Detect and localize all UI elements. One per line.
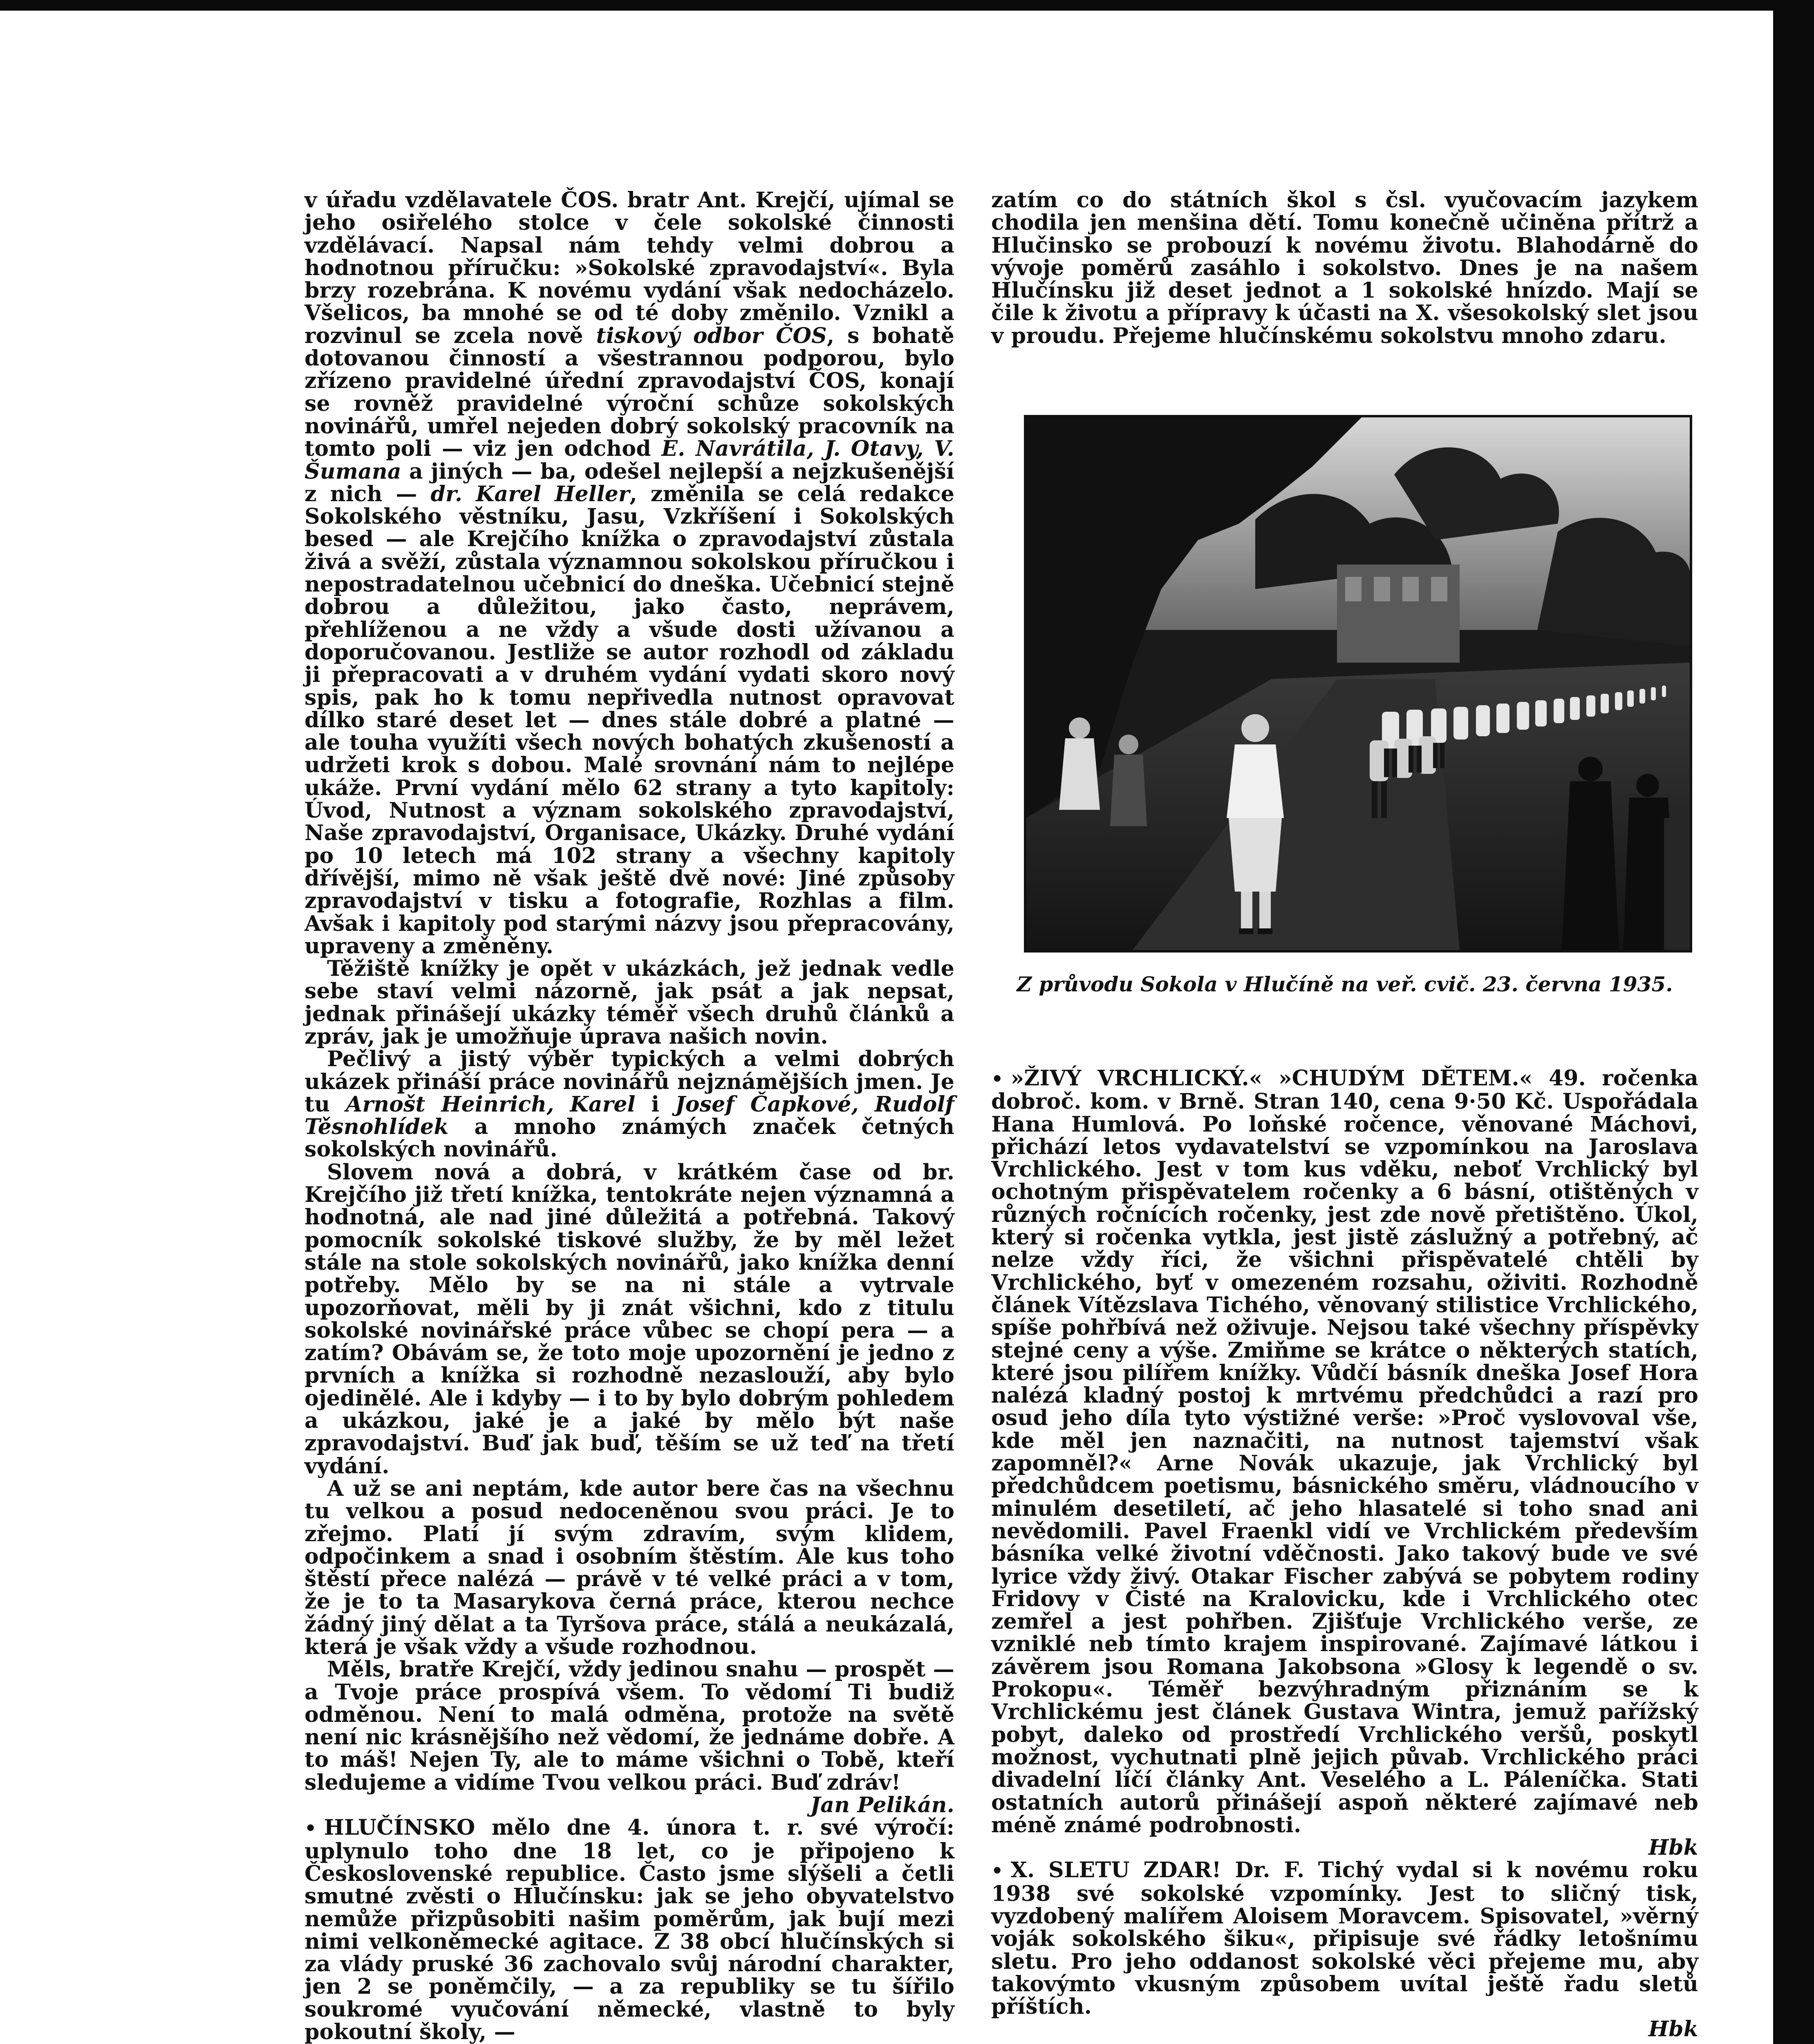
right-paragraph-1: zatím co do státních škol s čsl. vyučovacím jazykem chodila jen menšina dětí. Tomu konečně učiněna přítrž a Hlučinsko se probouzí k novému životu. Blahodárně do vývoje poměrů zasáhlo i sokolstvo. Dnes je na našem Hlučínsku již deset jednot a 1 sokolské hnízdo. Mají se čile k životu a přípravy k účasti na X. všesokolský slet jsou v proudu. Přejeme hlučínskému sokolstvu mnoho zdaru.	[991, 188, 1698, 348]
zivy-vrchlicky-article: • »ŽIVÝ VRCHLICKÝ.« »CHUDÝM DĚTEM.« 49. ročenka dobroč. kom. v Brně. Stran 140, cena 9·50 Kč. Uspořádala Hana Humlová. Po loňské ročence, věnované Máchovi, přichází letos vydavatelství se vzpomínkou na Jaroslava Vrchlického. Jest v tom kus vděku, neboť Vrchlický byl ochotným přispěvatelem ročenky a 6 básní, otištěných v různých ročnících ročenky, jest zde nově přetištěno. Úkol, který si ročenka vytkla, jest jistě záslužný a potřebný, ač nelze vždy říci, že všichni přispěvatelé chtěli by Vrchlického, byť v omezeném rozsahu, oživiti. Rozhodně článek Vítězslava Tichého, věnovaný stilistice Vrchlického, spíše pohřbívá než oživuje. Nejsou také všechny příspěvky stejné ceny a výše. Zmiňme se krátce o některých statích, které jsou pilířem knížky. Vůdčí básník dneška Josef Hora nalézá kladný postoj k mrtvému předchůdci a razí pro osud jeho díla tyto výstižné verše: »Proč vyslovoval vše, kde měl jen naznačiti, na nutnost tajemství však zapomněl?« Arne Novák ukazuje, jak Vrchlický byl předchůdcem poetismu, básnického směru, vládnoucího v minulém desetiletí, ač jeho hlasatelé si toho snad ani nevědomili. Pavel Fraenkl vidí ve Vrchlickém především básníka velké životní vděčnosti. Jako takový bude ve své lyrice vždy živý. Otakar Fischer zabývá se pobytem rodiny Fridovy v Čisté na Kralovicku, kde i Vrchlického otec zemřel a jest pohřben. Zjišťuje Vrchlického verše, ze vzniklé neb tímto krajem inspirované. Zajímavé látkou i závěrem jsou Romana Jakobsona »Glosy k legendě o sv. Prokopu«. Téměř bezvýhradným přiznáním se k Vrchlickému jest článek Gustava Wintra, jemuž pařížský pobyt, daleko od prostředí Vrchlického veršů, poskytl možnost, vychutnati plně jejich půvab. Vrchlického práci divadelní líčí články Ant. Veselého a L. Páleníčka. Stati ostatních autorů přinášejí aspoň některé zajímavé neb méně známé podrobnosti.	[991, 1066, 1698, 1838]
left-paragraph-1: v úřadu vzdělavatele ČOS. bratr Ant. Krejčí, ujímal se jeho osiřelého stolce v čele sokolské činnosti vzdělávací. Napsal nám tehdy velmi dobrou a hodnotnou příručku: »Sokolské zpravodajství«. Byla brzy rozebrána. K novému vydání však nedocházelo. Všelicos, ba mnohé se od té doby změnilo. Vznikl a rozvinul se zcela nově tiskový odbor ČOS, s bohatě dotovanou činností a všestrannou podporou, bylo zřízeno pravidelné úřední zpravodajství ČOS, konají se rovněž pravidelné výroční schůze sokolských novinářů, umřel nejeden dobrý sokolský pracovník na tomto poli — viz jen odchod E. Navrátila, J. Otavy, V. Šumana a jiných — ba, odešel nejlepší a nejzkušenější z nich — dr. Karel Heller, změnila se celá redakce Sokolského věstníku, Jasu, Vzkříšení i Sokolských besed — ale Krejčího knížka o zpravodajství zůstala živá a svěží, zůstala významnou sokolskou příručkou i nepostradatelnou učebnicí do dneška. Učebnicí stejně dobrou a důležitou, jako často, neprávem, přehlíženou a ne vždy a všude dosti užívanou a doporučovanou. Jestliže se autor rozhodl od základu ji přepracovati a v druhém vydání vydati skoro nový spis, pak ho k tomu nepřivedla nutnost opravovat dílko staré deset let — dnes stále dobré a platné — ale touha využíti všech nových bohatých zkušeností a udržeti krok s dobou. Malé srovnání nám to nejlépe ukáže. První vydání mělo 62 strany a tyto kapitoly: Úvod, Nutnost a význam sokolského zpravodajství, Naše zpravodajství, Organisace, Ukázky. Druhé vydání po 10 letech má 102 strany a všechny kapitoly dřívější, mimo ně však ještě dvě nové: Jiné způsoby zpravodajství v tisku a fotografie, Rozhlas a film. Avšak i kapitoly pod starými názvy jsou přepracovány, upraveny a změněny.	[305, 188, 955, 959]
scan-border-top	[0, 0, 1814, 11]
left-column	[305, 189, 954, 2043]
bullet-icon: •	[305, 1817, 317, 1840]
signature-hbk-1: Hbk	[1648, 1835, 1698, 1860]
parade-photo-image	[1026, 417, 1690, 950]
signature-hbk-2: Hbk	[1648, 2017, 1698, 2042]
left-paragraph-2: Těžiště knížky je opět v ukázkách, jež jednak vedle sebe staví velmi názorně, jak psát a jak nepsat, jednak přinášejí ukázky téměř všech druhů článků a zpráv, jak je umožňuje úprava našich novin.	[305, 956, 954, 1049]
scan-border-right	[1773, 0, 1814, 2044]
parade-photo	[1024, 415, 1692, 953]
left-paragraph-4: Slovem nová a dobrá, v krátkém čase od br. Krejčího již třetí knížka, tentokráte nejen významná a hodnotná, ale nad jiné důležitá a potřebná. Takový pomocník sokolské tiskové služby, že by měl ležet stále na stole sokolských novinářů, jako knížka denní potřeby. Mělo by se na ni stále a vytrvale upozorňovat, měli by ji znát všichni, kdo z titulu sokolské novinářské práce vůbec se chopí pera — a zatím? Obávám se, že toto moje upozornění je jedno z prvních a knížka si rozhodně nezaslouží, aby bylo ojedinělé. Ale i kdyby — i to by bylo dobrým pohledem a ukázkou, jaké je a jaké by mělo být naše zpravodajství. Buď jak buď, těším se už teď na třetí vydání.	[305, 1159, 954, 1479]
x-sletu-zdar-article: • X. SLETU ZDAR! Dr. F. Tichý vydal si k novému roku 1938 své sokolské vzpomínky. Jest to sličný tisk, vyzdobený malířem Aloisem Moravcem. Spisovatel, »věrný voják sokolského šiku«, připisuje své řádky letošnímu sletu. Pro jeho oddanost sokolské věci přejeme mu, aby takovýmto vkusným způsobem uvítal ještě řadu sletů příštích.	[991, 1858, 1698, 2019]
right-column-top	[991, 189, 1698, 347]
left-paragraph-5: A už se ani neptám, kde autor bere čas na všechnu tu velkou a posud nedoceněnou svou práci. Je to zřejmo. Platí jí svým zdravím, svým klidem, odpočinkem a snad i osobním štěstím. Ale kus toho štěstí přece nalézá — právě v té velké práci a v tom, že je to ta Masarykova černá práce, kterou nechce žádný jiný dělat a ta Tyršova práce, stálá a neukázalá, která je však vždy a všude rozhodnou.	[305, 1476, 954, 1659]
left-paragraph-6: Měls, bratře Krejčí, vždy jedinou snahu — prospět — a Tvoje práce prospívá všem. To vědomí Ti budiž odměnou. Není to malá odměna, protože na světě není nic krásnějšího než vědomí, že jednáme dobře. A to máš! Nejen Ty, ale to máme všichni o Tobě, kteří sledujeme a vidíme Tvou velkou práci. Buď zdráv!	[305, 1657, 954, 1795]
right-column-bottom	[991, 1067, 1698, 2041]
hlucinsko-article: • HLUČÍNSKO mělo dne 4. února t. r. své výročí: uplynulo toho dne 18 let, co je připojeno k Československé republice. Často jsme slýšeli a četli smutné zvěsti o Hlučínsku: jak se jeho obyvatelstvo nemůže přizpůsobiti našim poměrům, jak bují mezi nimi velkoněmecké agitace. Z 38 obcí hlučínských si za vlády pruské 36 zachovalo svůj národní charakter, jen 2 se poněmčily, — a za republiky se tu šířilo soukromé vyučování německé, vlastně to byly pokoutní školy, —	[305, 1815, 954, 2044]
bullet-icon: •	[991, 1068, 1003, 1090]
bullet-icon: •	[991, 1860, 1003, 1882]
photo-caption: Z průvodu Sokola v Hlučíně na veř. cvič. 23. června 1935.	[1017, 972, 1673, 996]
signature-jan-pelikan: Jan Pelikán.	[810, 1793, 954, 1818]
left-paragraph-3: Pečlivý a jistý výběr typických a velmi dobrých ukázek přináší práce novinářů nejznámějších jmen. Je tu Arnošt Heinrich, Karel i Josef Čapkové, Rudolf Těsnohlídek a mnoho známých značek četných sokolských novinářů.	[305, 1047, 954, 1162]
